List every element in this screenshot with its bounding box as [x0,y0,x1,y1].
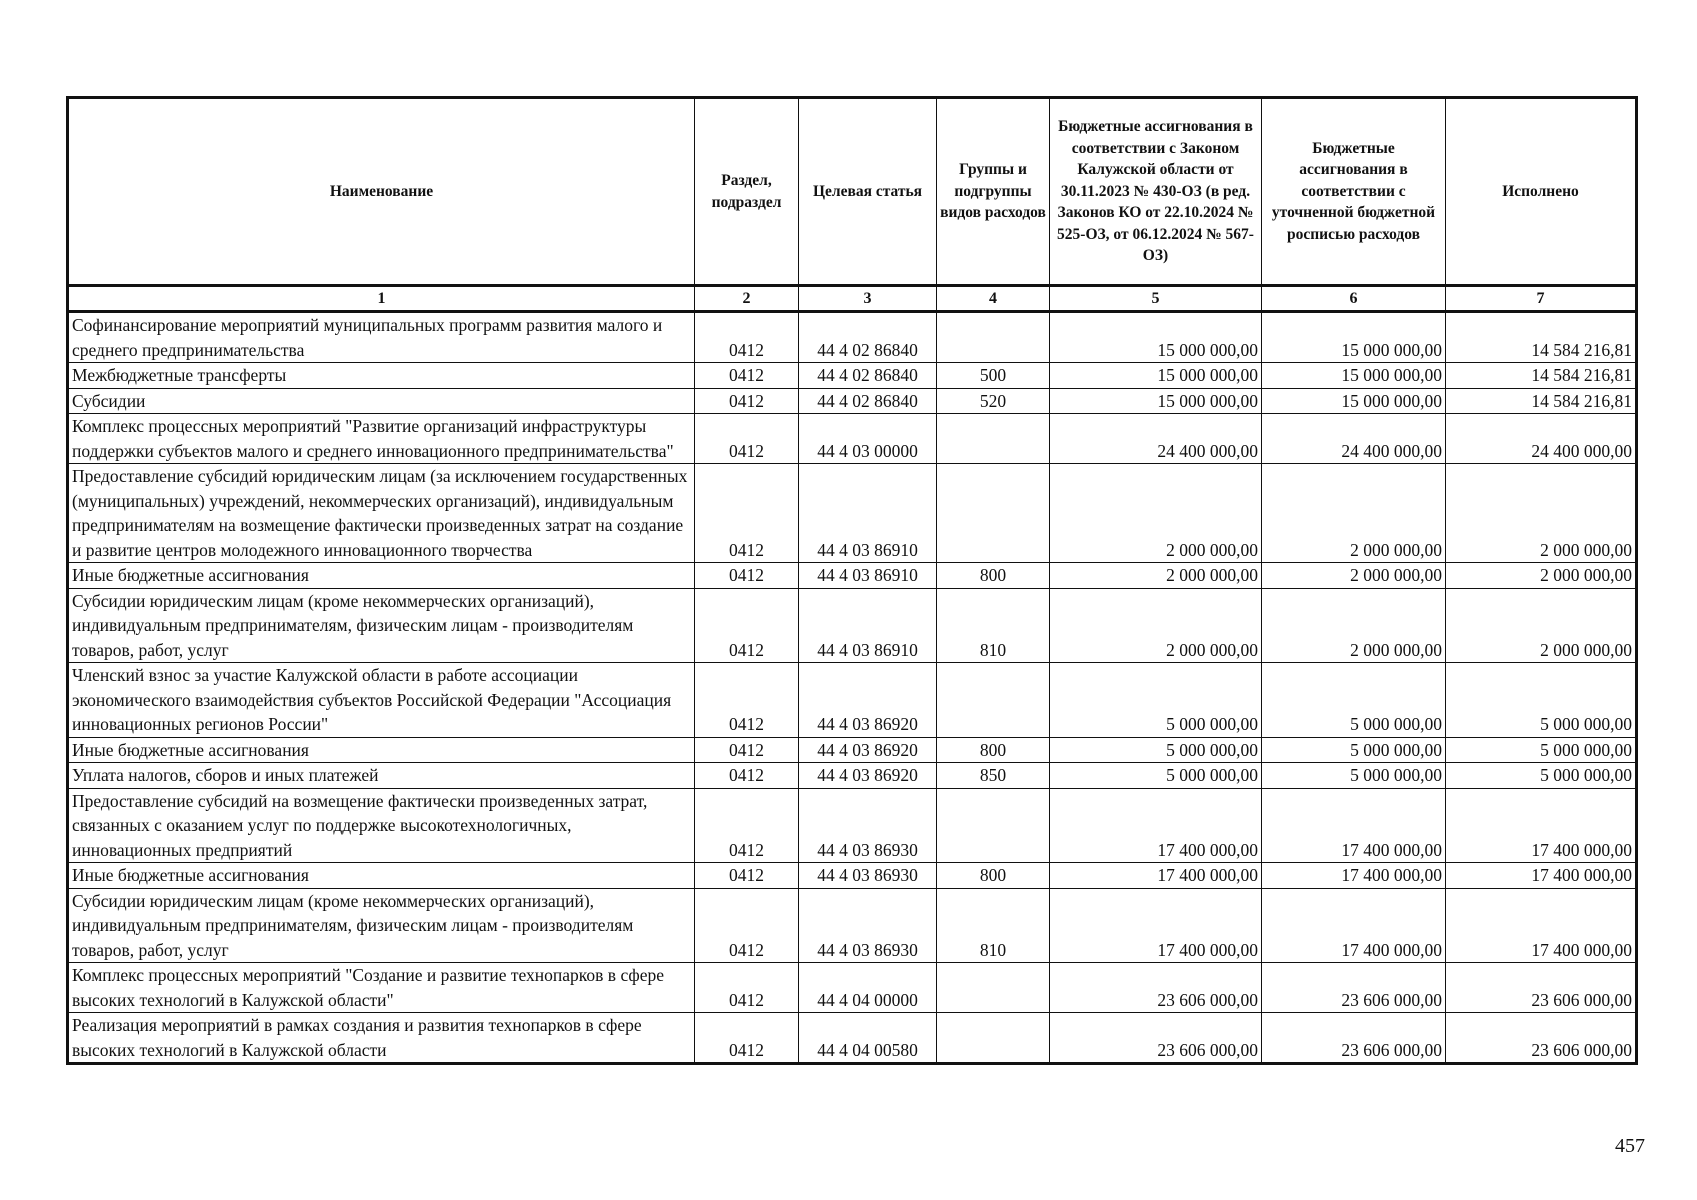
row-article: 44 4 04 00580 [799,1013,937,1064]
row-name: Иные бюджетные ассигнования [68,737,695,763]
row-executed-amount: 2 000 000,00 [1446,563,1637,589]
row-section: 0412 [695,363,799,389]
row-article: 44 4 04 00000 [799,963,937,1013]
row-group [937,414,1050,464]
row-section: 0412 [695,414,799,464]
row-executed-amount: 14 584 216,81 [1446,363,1637,389]
header-schedule-allocations: Бюджетные ассигнования в соответствии с уточненной бюджетной росписью расходов [1262,98,1446,286]
row-section: 0412 [695,788,799,863]
row-schedule-amount: 17 400 000,00 [1262,863,1446,889]
table-row [68,1013,1637,1064]
row-group: 800 [937,737,1050,763]
row-executed-amount: 23 606 000,00 [1446,963,1637,1013]
row-group: 520 [937,388,1050,414]
row-executed-amount: 17 400 000,00 [1446,863,1637,889]
row-name: Членский взнос за участие Калужской области в работе ассоциации экономического взаимодействия субъектов Российской Федерации "Ассоциация инновационных регионов России" [68,663,695,738]
row-executed-amount: 14 584 216,81 [1446,312,1637,363]
row-article: 44 4 02 86840 [799,363,937,389]
row-executed-amount: 2 000 000,00 [1446,464,1637,563]
header-article: Целевая статья [799,98,937,286]
row-schedule-amount: 15 000 000,00 [1262,388,1446,414]
row-name: Комплекс процессных мероприятий "Создание и развитие технопарков в сфере высоких технологий в Калужской области" [68,963,695,1013]
table-row [68,737,1637,763]
row-law-amount: 23 606 000,00 [1050,963,1262,1013]
row-section: 0412 [695,312,799,363]
row-law-amount: 17 400 000,00 [1050,863,1262,889]
row-name: Реализация мероприятий в рамках создания и развития технопарков в сфере высоких технологий в Калужской области [68,1013,695,1064]
row-law-amount: 24 400 000,00 [1050,414,1262,464]
column-number: 7 [1446,286,1637,312]
row-section: 0412 [695,963,799,1013]
row-group [937,312,1050,363]
row-group: 500 [937,363,1050,389]
row-schedule-amount: 23 606 000,00 [1262,1013,1446,1064]
table-row [68,312,1637,363]
column-number: 3 [799,286,937,312]
row-group [937,464,1050,563]
table-row [68,563,1637,589]
row-article: 44 4 03 86920 [799,737,937,763]
row-section: 0412 [695,588,799,663]
row-name: Предоставление субсидий юридическим лицам (за исключением государственных (муниципальных) учреждений, некоммерческих организаций), индивидуальным предпринимателям на возмещение фактически произведенных затрат на создание и развитие центров молодежного инновационного творчества [68,464,695,563]
row-section: 0412 [695,763,799,789]
table-row [68,363,1637,389]
table-row [68,788,1637,863]
row-article: 44 4 03 86910 [799,464,937,563]
row-article: 44 4 03 86910 [799,588,937,663]
row-name: Софинансирование мероприятий муниципальных программ развития малого и среднего предпринимательства [68,312,695,363]
row-executed-amount: 23 606 000,00 [1446,1013,1637,1064]
column-number: 4 [937,286,1050,312]
row-law-amount: 2 000 000,00 [1050,588,1262,663]
row-schedule-amount: 17 400 000,00 [1262,888,1446,963]
table-row [68,863,1637,889]
header-section: Раздел, подраздел [695,98,799,286]
table-row [68,663,1637,738]
column-number: 2 [695,286,799,312]
row-name: Иные бюджетные ассигнования [68,563,695,589]
header-executed: Исполнено [1446,98,1637,286]
row-section: 0412 [695,663,799,738]
row-law-amount: 5 000 000,00 [1050,737,1262,763]
row-schedule-amount: 17 400 000,00 [1262,788,1446,863]
row-schedule-amount: 15 000 000,00 [1262,312,1446,363]
row-law-amount: 2 000 000,00 [1050,563,1262,589]
table-row [68,464,1637,563]
row-schedule-amount: 23 606 000,00 [1262,963,1446,1013]
row-executed-amount: 24 400 000,00 [1446,414,1637,464]
row-section: 0412 [695,388,799,414]
row-group [937,788,1050,863]
row-article: 44 4 02 86840 [799,388,937,414]
row-law-amount: 5 000 000,00 [1050,663,1262,738]
row-executed-amount: 14 584 216,81 [1446,388,1637,414]
row-schedule-amount: 2 000 000,00 [1262,464,1446,563]
column-number: 5 [1050,286,1262,312]
row-name: Предоставление субсидий на возмещение фактически произведенных затрат, связанных с оказанием услуг по поддержке высокотехнологичных, инновационных предприятий [68,788,695,863]
row-law-amount: 17 400 000,00 [1050,888,1262,963]
row-executed-amount: 17 400 000,00 [1446,788,1637,863]
header-row [68,98,1637,286]
row-schedule-amount: 5 000 000,00 [1262,763,1446,789]
row-law-amount: 5 000 000,00 [1050,763,1262,789]
row-article: 44 4 03 86920 [799,663,937,738]
row-schedule-amount: 24 400 000,00 [1262,414,1446,464]
row-section: 0412 [695,888,799,963]
table-row [68,763,1637,789]
row-executed-amount: 5 000 000,00 [1446,763,1637,789]
header-groups: Группы и подгруппы видов расходов [937,98,1050,286]
row-article: 44 4 03 86930 [799,888,937,963]
row-executed-amount: 5 000 000,00 [1446,663,1637,738]
row-name: Комплекс процессных мероприятий "Развитие организаций инфраструктуры поддержки субъектов малого и среднего инновационного предпринимательства" [68,414,695,464]
row-section: 0412 [695,563,799,589]
row-name: Иные бюджетные ассигнования [68,863,695,889]
row-name: Субсидии [68,388,695,414]
row-article: 44 4 03 86920 [799,763,937,789]
row-article: 44 4 03 00000 [799,414,937,464]
table-row [68,588,1637,663]
row-section: 0412 [695,464,799,563]
budget-table [66,96,1638,1065]
row-law-amount: 17 400 000,00 [1050,788,1262,863]
row-law-amount: 15 000 000,00 [1050,312,1262,363]
table-row [68,388,1637,414]
column-number: 1 [68,286,695,312]
row-group: 810 [937,588,1050,663]
row-law-amount: 15 000 000,00 [1050,388,1262,414]
row-section: 0412 [695,737,799,763]
row-group [937,963,1050,1013]
row-article: 44 4 03 86910 [799,563,937,589]
row-article: 44 4 03 86930 [799,788,937,863]
header-name: Наименование [68,98,695,286]
row-article: 44 4 02 86840 [799,312,937,363]
row-executed-amount: 2 000 000,00 [1446,588,1637,663]
row-name: Субсидии юридическим лицам (кроме некоммерческих организаций), индивидуальным предпринимателям, физическим лицам - производителям товаров, работ, услуг [68,888,695,963]
row-name: Межбюджетные трансферты [68,363,695,389]
table-row [68,888,1637,963]
column-number-row [68,286,1637,312]
row-group: 850 [937,763,1050,789]
page-number: 457 [1615,1135,1645,1157]
table-row [68,414,1637,464]
row-name: Субсидии юридическим лицам (кроме некоммерческих организаций), индивидуальным предпринимателям, физическим лицам - производителям товаров, работ, услуг [68,588,695,663]
row-law-amount: 15 000 000,00 [1050,363,1262,389]
row-executed-amount: 5 000 000,00 [1446,737,1637,763]
row-group [937,663,1050,738]
row-group: 800 [937,563,1050,589]
row-law-amount: 2 000 000,00 [1050,464,1262,563]
row-group: 810 [937,888,1050,963]
row-name: Уплата налогов, сборов и иных платежей [68,763,695,789]
row-law-amount: 23 606 000,00 [1050,1013,1262,1064]
header-law-allocations: Бюджетные ассигнования в соответствии с Законом Калужской области от 30.11.2023 № 430-ОЗ (в ред. Законов КО от 22.10.2024 № 525-ОЗ, от 06.12.2024 № 567-ОЗ) [1050,98,1262,286]
row-schedule-amount: 2 000 000,00 [1262,563,1446,589]
row-article: 44 4 03 86930 [799,863,937,889]
row-schedule-amount: 15 000 000,00 [1262,363,1446,389]
row-section: 0412 [695,1013,799,1064]
row-schedule-amount: 5 000 000,00 [1262,663,1446,738]
row-executed-amount: 17 400 000,00 [1446,888,1637,963]
column-number: 6 [1262,286,1446,312]
row-group [937,1013,1050,1064]
row-group: 800 [937,863,1050,889]
row-schedule-amount: 2 000 000,00 [1262,588,1446,663]
row-schedule-amount: 5 000 000,00 [1262,737,1446,763]
table-row [68,963,1637,1013]
row-section: 0412 [695,863,799,889]
